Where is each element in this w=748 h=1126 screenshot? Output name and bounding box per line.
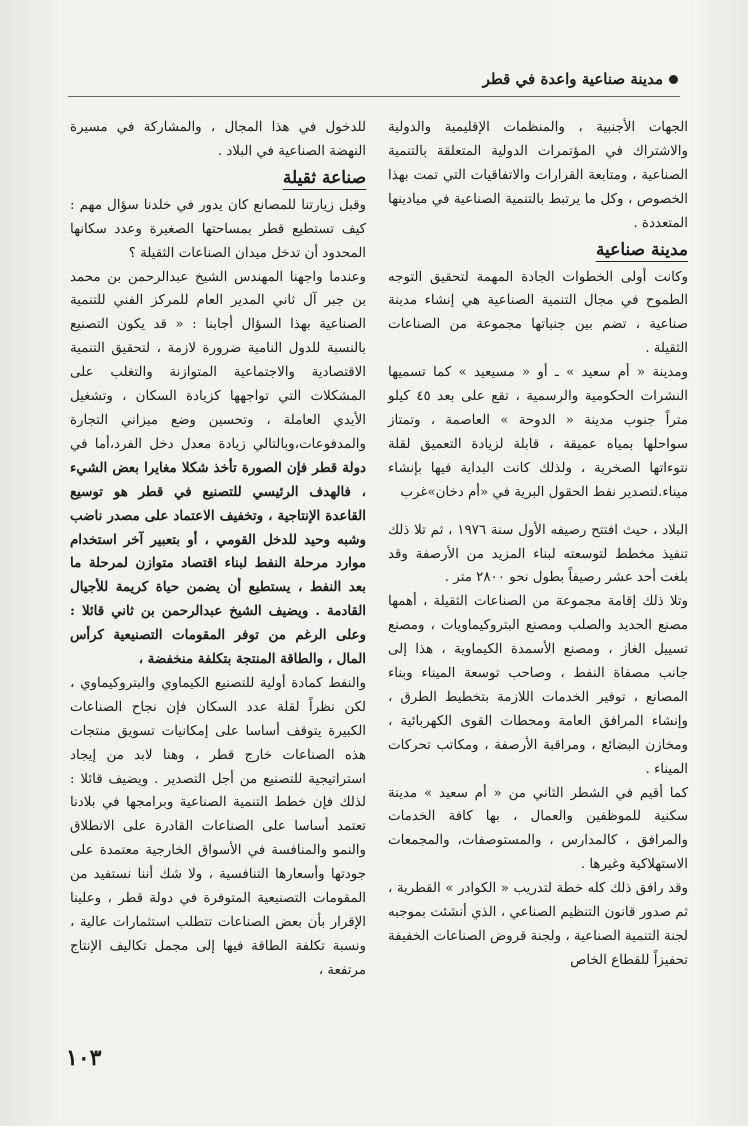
- paragraph: كما أقيم في الشطر الثاني من « أم سعيد » مدينة سكنية للموظفين والعمال ، بها كافة الخدمات والمرافق ، كالمدارس ، والمستوصفات، والمجمعات الاستهلاكية وغيرها .: [388, 785, 688, 873]
- bullet-icon: [669, 75, 678, 84]
- left-column: [70, 116, 366, 983]
- text-run: وعندما واجهنا المهندس الشيخ عبدالرحمن بن محمد بن جبر آل ثاني المدير العام للمركز الفني للتنمية الصناعية بهذا السؤال أجابنا : « قد يكون التصنيع بالنسبة للدول النامية ضرورة لازمة ، لتحقيق التنمية الاقتصادية والاجتماعية المتوازنة والتغلب على المشكلات التي تواجهها كزيادة السكان ، وتشغيل الأيدي العاملة ، وتحسين وضع ميزاني التجارة والمدفوعات،وبالتالي زيادة معدل دخل الفرد،أما في: [70, 269, 366, 452]
- paragraph: [70, 266, 366, 672]
- bold-text-run: دولة قطر فإن الصورة تأخذ شكلا مغايرا بعض الشيء ، فالهدف الرئيسي للتصنيع في قطر هو توسيع القاعدة الإنتاجية ، وتخفيف الاعتماد على مصدر ناضب وشبه وحيد للدخل القومي ، أو بتعبير آخر استخدام موارد مرحلة النفط لبناء اقتصاد متوازن لمرحلة ما بعد النفط ، يستطيع أن يضمن حياة كريمة للأجيال القادمة .: [70, 459, 366, 620]
- header-rule: [68, 96, 680, 97]
- paragraph: الجهات الأجنبية ، والمنظمات الإقليمية والدولية والاشتراك في المؤتمرات الدولية المتعلقة بالتنمية الصناعية ، ومتابعة القرارات والاتفاقيات التي تمت بهذا الخصوص ، وكل ما يرتبط بالتنمية الصناعية في ميادينها المتعددة .: [388, 120, 688, 231]
- page-number: ١٠٣: [66, 1045, 102, 1071]
- paragraph: وقد رافق ذلك كله خطة لتدريب « الكوادر » القطرية ، ثم صدور قانون التنظيم الصناعي ، الذي أنشئت بموجبه لجنة التنمية الصناعية ، ولجنة قروض الصناعات الخفيفة تحفيزاً للقطاع الخاص: [388, 881, 688, 968]
- section-heading: [70, 166, 366, 190]
- section-heading-text: مدينة صناعية: [595, 239, 688, 260]
- paragraph: للدخول في هذا المجال ، والمشاركة في مسيرة النهضة الصناعية في البلاد .: [70, 120, 366, 159]
- running-header: [483, 70, 678, 88]
- right-column: [388, 116, 688, 973]
- section-heading-text: صناعة ثقيلة: [282, 167, 366, 188]
- paragraph: ومدينة « أم سعيد » ـ أو « مسيعيد » كما تسميها النشرات الحكومية والرسمية ، تقع على بعد ٤٥ كيلو متراً جنوب مدينة « الدوحة » العاصمة ، وتمتاز سواحلها بمياه عميقة ، قابلة لزيادة التعميق لقلة نتوءاتها الصخرية ، ولذلك كانت البداية فيها بإنشاء ميناء.لتصدير نفط الحقول البرية في «أم دخان»غرب: [388, 365, 688, 500]
- paragraph: وكانت أولى الخطوات الجادة المهمة لتحقيق التوجه الطموح في مجال التنمية الصناعية هي إنشاء مدينة صناعية ، تضم بين جنباتها مجموعة من الصناعات الثقيلة .: [388, 269, 688, 357]
- column-gap: [388, 505, 688, 519]
- bold-text-run: ويضيف الشيخ عبدالرحمن بن ثاني قائلا : وعلى الرغم من توفر المقومات التصنيعية كرأس المال ، والطاقة المنتجة بتكلفة منخفضة ،: [70, 603, 366, 668]
- paragraph: والنفط كمادة أولية للتصنيع الكيماوي والبتروكيماوي ، لكن نظراً لقلة عدد السكان فإن نجاح الصناعات الكبيرة يتوقف أساسا على إمكانيات تسويق منتجات هذه الصناعات خارج قطر ، وهنا لابد من إيجاد استراتيجية للتصنيع من أجل التصدير . ويضيف قائلا : لذلك فإن خطط التنمية الصناعية وبرامجها في بلادنا تعتمد أساسا على الصناعات القادرة على الانطلاق والنمو والمنافسة في الأسواق الخارجية معتمدة على جودتها وأسعارها التنافسية ، ولا شك أننا نستفيد من المقومات التصنيعية المتوفرة في دولة قطر ، وعلينا الإقرار بأن بعض الصناعات تتطلب استثمارات عالية ، ونسبة تكلفة الطاقة فيها إلى مجمل تكاليف الإنتاج مرتفعة ،: [70, 675, 366, 978]
- paragraph: وقبل زيارتنا للمصانع كان يدور في خلدنا سؤال مهم : كيف تستطيع قطر بمساحتها الصغيرة وعدد سكانها المحدود أن تدخل ميدان الصناعات الثقيلة ؟: [70, 197, 366, 261]
- running-title: مدينة صناعية واعدة في قطر: [482, 70, 663, 88]
- paragraph: وتلا ذلك إقامة مجموعة من الصناعات الثقيلة ، أهمها مصنع الحديد والصلب ومصنع البتروكيماويات ، ومصنع تسييل الغاز ، ومصنع الأسمدة الكيماوية ، هذا إلى جانب مصفاة النفط ، وصاحب توسعة الميناء وبناء المصانع ، توفير الخدمات اللازمة بتخطيط الطرق ، وإنشاء المرافق العامة ومحطات القوى الكهربائية ، ومخازن البضائع ، ومراقبة الأرصفة ، ومكاتب تحركات الميناء .: [388, 594, 688, 777]
- paragraph: البلاد ، حيث افتتح رصيفه الأول سنة ١٩٧٦ ، ثم تلا ذلك تنفيذ مخطط لتوسعته لبناء المزيد من الأرصفة وقد بلغت أحد عشر رصيفاً بطول نحو ٢٨٠٠ متر .: [388, 522, 688, 586]
- section-heading: [388, 238, 688, 262]
